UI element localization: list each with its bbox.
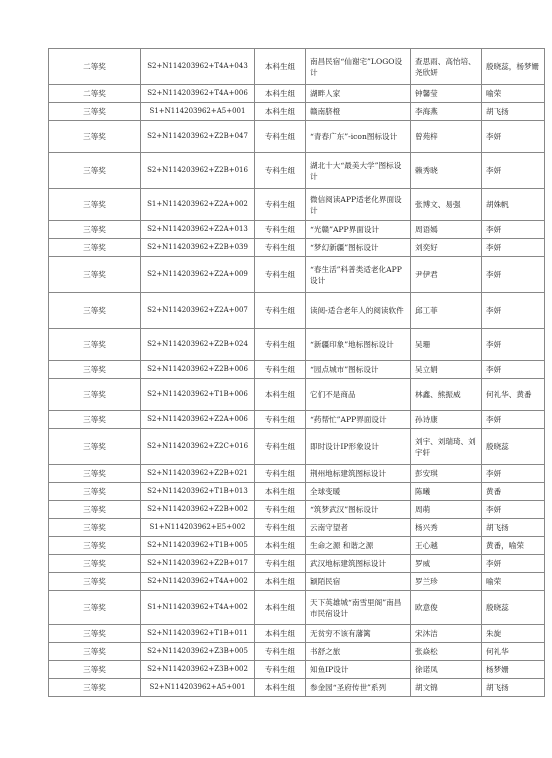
work-title-cell: 天下英雄城“南雪里阁”南昌市民宿设计 xyxy=(306,591,411,625)
award-row xyxy=(49,239,545,257)
award-row xyxy=(49,519,545,537)
prize-cell: 三等奖 xyxy=(49,293,141,329)
entry-id-cell: S2+N114203962+T4A+002 xyxy=(141,573,255,591)
award-row xyxy=(49,625,545,643)
entry-id-cell: S2+N114203962+Z2B+006 xyxy=(141,361,255,379)
advisor-cell: 何礼华、黄番 xyxy=(482,379,545,411)
authors-cell: 周语嫣 xyxy=(411,221,482,239)
advisor-cell: 李妍 xyxy=(482,555,545,573)
authors-cell: 杨兴秀 xyxy=(411,519,482,537)
work-title-cell: 武汉地标建筑图标设计 xyxy=(306,555,411,573)
work-title-cell: “新疆印象”地标图标设计 xyxy=(306,329,411,361)
group-cell: 专科生组 xyxy=(255,555,306,573)
award-row xyxy=(49,257,545,293)
award-row xyxy=(49,85,545,103)
authors-cell: 曾苑梓 xyxy=(411,121,482,153)
entry-id-cell: S2+N114203962+T1B+006 xyxy=(141,379,255,411)
entry-id-cell: S2+N114203962+Z2A+007 xyxy=(141,293,255,329)
authors-cell: 张博文、易强 xyxy=(411,189,482,221)
group-cell: 本科生组 xyxy=(255,483,306,501)
group-cell: 专科生组 xyxy=(255,643,306,661)
authors-cell: 刘宇、刘瑞琦、刘宇轩 xyxy=(411,429,482,465)
work-title-cell: 书舒之旅 xyxy=(306,643,411,661)
entry-id-cell: S2+N114203962+Z2B+039 xyxy=(141,239,255,257)
advisor-cell: 黄番，喻荣 xyxy=(482,537,545,555)
prize-cell: 三等奖 xyxy=(49,379,141,411)
award-row xyxy=(49,411,545,429)
prize-cell: 三等奖 xyxy=(49,555,141,573)
entry-id-cell: S2+N114203962+T4A+006 xyxy=(141,85,255,103)
authors-cell: 林鑫、熊振威 xyxy=(411,379,482,411)
group-cell: 专科生组 xyxy=(255,465,306,483)
advisor-cell: 李妍 xyxy=(482,329,545,361)
work-title-cell: “光赣”APP界面设计 xyxy=(306,221,411,239)
award-row xyxy=(49,189,545,221)
advisor-cell: 李妍 xyxy=(482,293,545,329)
group-cell: 专科生组 xyxy=(255,519,306,537)
advisor-cell: 黄番 xyxy=(482,483,545,501)
entry-id-cell: S1+N114203962+A5+001 xyxy=(141,103,255,121)
work-title-cell: 生命之源 和谐之源 xyxy=(306,537,411,555)
group-cell: 专科生组 xyxy=(255,329,306,361)
prize-cell: 三等奖 xyxy=(49,465,141,483)
authors-cell: 胡文锦 xyxy=(411,679,482,697)
group-cell: 本科生组 xyxy=(255,679,306,697)
advisor-cell: 李妍 xyxy=(482,361,545,379)
work-title-cell: “筑梦武汉”图标设计 xyxy=(306,501,411,519)
authors-cell: 欧意俊 xyxy=(411,591,482,625)
authors-cell: 徐诺凤 xyxy=(411,661,482,679)
prize-cell: 三等奖 xyxy=(49,661,141,679)
award-row xyxy=(49,429,545,465)
group-cell: 专科生组 xyxy=(255,501,306,519)
authors-cell: 吴珊 xyxy=(411,329,482,361)
entry-id-cell: S2+N114203962+Z3B+005 xyxy=(141,643,255,661)
prize-cell: 三等奖 xyxy=(49,483,141,501)
work-title-cell: 南昌民宿“仙谢宅”LOGO设计 xyxy=(306,49,411,85)
award-row xyxy=(49,329,545,361)
authors-cell: 吴立娟 xyxy=(411,361,482,379)
award-row xyxy=(49,465,545,483)
work-title-cell: 无贫穷不该有藩篱 xyxy=(306,625,411,643)
entry-id-cell: S2+N114203962+T1B+013 xyxy=(141,483,255,501)
award-row xyxy=(49,153,545,189)
work-title-cell: 荆州地标建筑图标设计 xyxy=(306,465,411,483)
award-row xyxy=(49,501,545,519)
work-title-cell: 参金园“圣府传世”系列 xyxy=(306,679,411,697)
group-cell: 本科生组 xyxy=(255,379,306,411)
entry-id-cell: S2+N114203962+Z2B+002 xyxy=(141,501,255,519)
award-row xyxy=(49,293,545,329)
group-cell: 本科生组 xyxy=(255,591,306,625)
award-row xyxy=(49,49,545,85)
prize-cell: 三等奖 xyxy=(49,329,141,361)
award-row xyxy=(49,537,545,555)
group-cell: 本科生组 xyxy=(255,625,306,643)
prize-cell: 三等奖 xyxy=(49,239,141,257)
authors-cell: 钟馨莹 xyxy=(411,85,482,103)
entry-id-cell: S2+N114203962+Z2B+016 xyxy=(141,153,255,189)
authors-cell: 查思雨、高怡培、尧欣妍 xyxy=(411,49,482,85)
work-title-cell: “园点城市”图标设计 xyxy=(306,361,411,379)
entry-id-cell: S2+N114203962+Z2B+021 xyxy=(141,465,255,483)
prize-cell: 三等奖 xyxy=(49,189,141,221)
advisor-cell: 李妍 xyxy=(482,501,545,519)
award-row xyxy=(49,103,545,121)
award-row xyxy=(49,221,545,239)
advisor-cell: 殷晓蕊 xyxy=(482,429,545,465)
group-cell: 专科生组 xyxy=(255,293,306,329)
entry-id-cell: S1+N114203962+Z2A+002 xyxy=(141,189,255,221)
authors-cell: 周萌 xyxy=(411,501,482,519)
entry-id-cell: S2+N114203962+Z2A+006 xyxy=(141,411,255,429)
group-cell: 专科生组 xyxy=(255,153,306,189)
authors-cell: 赖秀晓 xyxy=(411,153,482,189)
prize-cell: 三等奖 xyxy=(49,257,141,293)
advisor-cell: 李妍 xyxy=(482,411,545,429)
entry-id-cell: S2+N114203962+Z2C+016 xyxy=(141,429,255,465)
award-row xyxy=(49,361,545,379)
work-title-cell: 颖陌民宿 xyxy=(306,573,411,591)
award-table xyxy=(48,48,545,697)
entry-id-cell: S2+N114203962+Z2A+013 xyxy=(141,221,255,239)
advisor-cell: 朱旋 xyxy=(482,625,545,643)
work-title-cell: 读阅-适合老年人的阅读软件 xyxy=(306,293,411,329)
advisor-cell: 李妍 xyxy=(482,465,545,483)
group-cell: 专科生组 xyxy=(255,661,306,679)
prize-cell: 三等奖 xyxy=(49,519,141,537)
award-row xyxy=(49,379,545,411)
advisor-cell: 殷晓蕊，杨梦姗 xyxy=(482,49,545,85)
entry-id-cell: S2+N114203962+T1B+005 xyxy=(141,537,255,555)
group-cell: 专科生组 xyxy=(255,189,306,221)
advisor-cell: 喻荣 xyxy=(482,85,545,103)
entry-id-cell: S2+N114203962+Z2B+017 xyxy=(141,555,255,573)
authors-cell: 陈曦 xyxy=(411,483,482,501)
group-cell: 专科生组 xyxy=(255,221,306,239)
group-cell: 专科生组 xyxy=(255,121,306,153)
prize-cell: 二等奖 xyxy=(49,85,141,103)
advisor-cell: 殷晓蕊 xyxy=(482,591,545,625)
prize-cell: 三等奖 xyxy=(49,361,141,379)
group-cell: 本科生组 xyxy=(255,85,306,103)
award-row xyxy=(49,679,545,697)
award-row xyxy=(49,121,545,153)
award-table-body xyxy=(49,49,545,697)
advisor-cell: 喻荣 xyxy=(482,573,545,591)
work-title-cell: 微信阅读APP适老化界面设计 xyxy=(306,189,411,221)
advisor-cell: 李妍 xyxy=(482,153,545,189)
prize-cell: 三等奖 xyxy=(49,573,141,591)
prize-cell: 三等奖 xyxy=(49,429,141,465)
authors-cell: 张焱松 xyxy=(411,643,482,661)
prize-cell: 三等奖 xyxy=(49,679,141,697)
authors-cell: 邱工菲 xyxy=(411,293,482,329)
work-title-cell: “春生活”科普类适老化APP设计 xyxy=(306,257,411,293)
work-title-cell: “青春广东”-icon图标设计 xyxy=(306,121,411,153)
advisor-cell: 胡飞扬 xyxy=(482,519,545,537)
entry-id-cell: S2+N114203962+A5+001 xyxy=(141,679,255,697)
award-row xyxy=(49,573,545,591)
authors-cell: 孙诗康 xyxy=(411,411,482,429)
entry-id-cell: S2+N114203962+T1B+011 xyxy=(141,625,255,643)
advisor-cell: 李妍 xyxy=(482,121,545,153)
prize-cell: 三等奖 xyxy=(49,411,141,429)
work-title-cell: 云南守望者 xyxy=(306,519,411,537)
group-cell: 本科生组 xyxy=(255,573,306,591)
prize-cell: 二等奖 xyxy=(49,49,141,85)
prize-cell: 三等奖 xyxy=(49,591,141,625)
group-cell: 专科生组 xyxy=(255,411,306,429)
work-title-cell: 全球变暖 xyxy=(306,483,411,501)
work-title-cell: 即时设计IP形象设计 xyxy=(306,429,411,465)
advisor-cell: 胡姝帆 xyxy=(482,189,545,221)
group-cell: 专科生组 xyxy=(255,361,306,379)
prize-cell: 三等奖 xyxy=(49,501,141,519)
prize-cell: 三等奖 xyxy=(49,103,141,121)
entry-id-cell: S2+N114203962+Z3B+002 xyxy=(141,661,255,679)
group-cell: 专科生组 xyxy=(255,239,306,257)
award-row xyxy=(49,483,545,501)
group-cell: 专科生组 xyxy=(255,257,306,293)
authors-cell: 王心越 xyxy=(411,537,482,555)
advisor-cell: 李妍 xyxy=(482,239,545,257)
group-cell: 专科生组 xyxy=(255,429,306,465)
group-cell: 本科生组 xyxy=(255,537,306,555)
advisor-cell: 胡飞扬 xyxy=(482,103,545,121)
entry-id-cell: S2+N114203962+Z2A+009 xyxy=(141,257,255,293)
authors-cell: 罗兰珍 xyxy=(411,573,482,591)
advisor-cell: 杨梦姗 xyxy=(482,661,545,679)
work-title-cell: “梦幻新疆”图标设计 xyxy=(306,239,411,257)
work-title-cell: 知鱼IP设计 xyxy=(306,661,411,679)
authors-cell: 尹伊君 xyxy=(411,257,482,293)
entry-id-cell: S1+N114203962+T4A+002 xyxy=(141,591,255,625)
advisor-cell: 何礼华 xyxy=(482,643,545,661)
entry-id-cell: S1+N114203962+E5+002 xyxy=(141,519,255,537)
award-row xyxy=(49,643,545,661)
authors-cell: 李海燕 xyxy=(411,103,482,121)
prize-cell: 三等奖 xyxy=(49,643,141,661)
prize-cell: 三等奖 xyxy=(49,625,141,643)
work-title-cell: “药帮忙”APP界面设计 xyxy=(306,411,411,429)
award-row xyxy=(49,591,545,625)
authors-cell: 刘奕好 xyxy=(411,239,482,257)
prize-cell: 三等奖 xyxy=(49,221,141,239)
prize-cell: 三等奖 xyxy=(49,537,141,555)
prize-cell: 三等奖 xyxy=(49,121,141,153)
entry-id-cell: S2+N114203962+Z2B+047 xyxy=(141,121,255,153)
advisor-cell: 李妍 xyxy=(482,221,545,239)
award-row xyxy=(49,661,545,679)
work-title-cell: 赣南脐橙 xyxy=(306,103,411,121)
group-cell: 本科生组 xyxy=(255,103,306,121)
group-cell: 本科生组 xyxy=(255,49,306,85)
authors-cell: 宋沐洁 xyxy=(411,625,482,643)
work-title-cell: 湖北十大“最美大学”图标设计 xyxy=(306,153,411,189)
prize-cell: 三等奖 xyxy=(49,153,141,189)
award-list-page xyxy=(48,48,540,697)
authors-cell: 彭安琪 xyxy=(411,465,482,483)
work-title-cell: 湖畔人家 xyxy=(306,85,411,103)
entry-id-cell: S2+N114203962+Z2B+024 xyxy=(141,329,255,361)
advisor-cell: 胡飞扬 xyxy=(482,679,545,697)
authors-cell: 罗威 xyxy=(411,555,482,573)
award-row xyxy=(49,555,545,573)
advisor-cell: 李妍 xyxy=(482,257,545,293)
entry-id-cell: S2+N114203962+T4A+043 xyxy=(141,49,255,85)
work-title-cell: 它们不是商品 xyxy=(306,379,411,411)
